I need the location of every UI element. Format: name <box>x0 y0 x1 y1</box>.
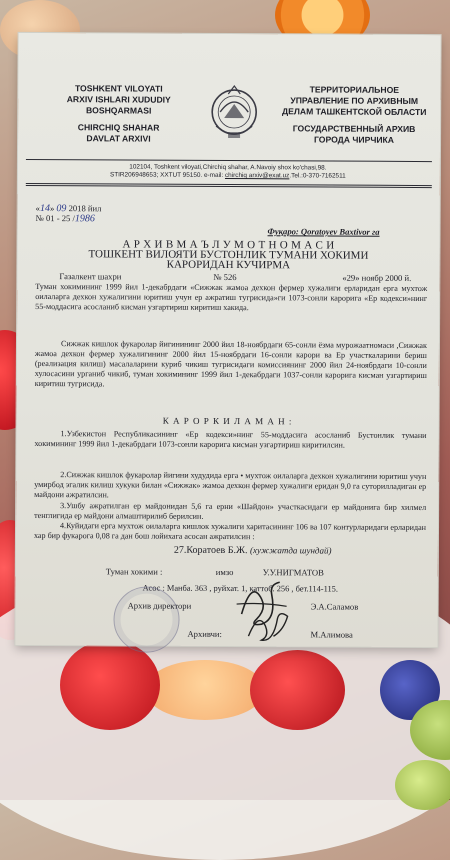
paragraph-item: 2.Сижжак кишлок фукаролар йигини худудида ерга • мухтож оилаларга дехкон хужалигини юритиш учун умирбод эгалик килиш хукуки билан «Сижжак» жамоа дехкон фермер хужалиги еридан 9,0 га суторилладиган ер майдони ажратилсин. <box>34 470 427 500</box>
header-right-line: УПРАВЛЕНИЕ ПО АРХИВНЫМ <box>290 95 419 106</box>
decree-date: «29» ноябр 2000 й. <box>342 272 412 283</box>
document-title: А Р Х И В М А Ъ Л У М О Т Н О М А С И <box>122 238 335 252</box>
header-divider <box>26 159 432 162</box>
document-date: «14» 09 2018 йил <box>35 202 102 215</box>
paragraph-subject: Туман хокимининг 1999 йил 1-декабрдаги «Сижжак жамоа дехкон фермер хужалиги ерларидан ерга мухтож оилаларга дехкон хужалигини юритиш учун ер ажратиш тугрисида»ги 1073-сонли карорига «Ер кодекси»нинг 55-моддасига асосланиб кисман узгартириш киритиш хакида. <box>35 281 428 312</box>
email-link[interactable]: chirchiq arxiv@exat.uz <box>224 171 290 180</box>
header-address <box>38 163 418 181</box>
beneficiary-entry: 27.Коратоев Б.Ж. (хужжатда шундай) <box>173 544 332 557</box>
header-right-block <box>274 84 434 146</box>
header-left-line: DAVLAT ARXIVI <box>86 133 151 144</box>
contacts-line: STIR206948653; XXTUT 95150. e-mail: chirchiq arxiv@exat.uz.Tel.:0-370-7162511 <box>109 171 346 180</box>
header-left-block <box>36 83 201 145</box>
header-right-line: ТЕРРИТОРИАЛЬНОЕ <box>309 84 400 95</box>
archive-source: Асос : Манба. 363 , руйхат. 1, каттоб. 256 , бет.114-115. <box>142 583 338 594</box>
archivist-label: Архивчи: <box>187 628 222 639</box>
paragraph-item: 1.Узбекистон Республикасининг «Ер кодекси»нинг 55-моддасига асосланиб Бустонлик тумани хокимининг 1999 йил 1-декабрдаги 1073-сонли карорига кисман узгартириш киритилсин. <box>34 429 427 450</box>
date-month-handwritten: 09 <box>56 203 67 215</box>
background-grape <box>395 760 450 810</box>
archivist-name: М.Алимова <box>310 629 353 640</box>
decree-place: Газалкент шахри <box>59 271 122 282</box>
background-peach <box>145 660 265 720</box>
decree-heading: К А Р О Р К И Л А М А Н : <box>162 415 293 427</box>
header-right-line: ГОРОДА ЧИРЧИКА <box>314 134 395 145</box>
background-strawberry <box>250 650 345 730</box>
background-strawberry <box>60 640 160 730</box>
paragraph-preamble: Сижжак кишлок фукаролар йигинининг 2000 йил 18-ноябрдаги 65-сонли ёзма мурожаатномаси ,Сижжак жамоа дехкон фермер хужалигининг 2000 йил 15-ноябрдаги 16-сонли карори ва Ер участкаларини бериш (реализация килиш) масалаларини куриб чикиш тугрисидаги комиссиянинг 2000 йил 24-ноябрдаги 10-сонли хулосасини урганиб чикиб, туман хокимининг 1999 йил 1-декабрдаги 1037-сонли карорига кисман узгартириш киритиш тугрисида. <box>34 339 427 388</box>
header-left-line: BOSHQARMASI <box>85 105 152 116</box>
decree-number: № 526 <box>213 271 237 283</box>
header-right-line: ДЕЛАМ ТАШКЕНТСКОЙ ОБЛАСТИ <box>281 106 427 118</box>
date-day-handwritten: 14 <box>39 203 51 215</box>
registration-number: № 01 - 25 /1986 <box>35 212 95 225</box>
header-left-line: TOSHKENT VILOYATI <box>74 83 163 94</box>
head-name: У.У.НИГМАТОВ <box>262 567 324 578</box>
archive-document <box>15 33 440 647</box>
recipient: Фуқаро: Qoratoyev Baxtivor га <box>267 226 380 237</box>
address-line: 102104, Toshkent viloyati,Chirchiq shahar, A.Navoiy shox ko'chasi,98. <box>129 163 327 172</box>
document-subtitle: КАРОРИДАН КУЧИРМА <box>166 258 291 272</box>
round-seal-stamp <box>113 586 179 652</box>
state-emblem-icon <box>208 82 260 148</box>
paragraph-item: 4.Куйидаги ерга мухтож оилаларга кишлок хужалиги харитасининг 106 ва 107 контурларидаги ерларидан хар бир фукарога 0,08 га дан бош лойихага асосан ажратилсин : <box>33 521 427 542</box>
header-left-line: CHIRCHIQ SHAHAR <box>77 122 160 133</box>
paragraph-item: 3.Ушбу ажратилган ер майдонидан 5,6 га ерни «Шайдон» участкасидаги ер майдонига бир хилмел тенглигида ер майдони алмаштирилиб берилсин. <box>34 501 427 521</box>
director-name: Э.А.Саламов <box>310 601 359 612</box>
header-right-line: ГОСУДАРСТВЕННЫЙ АРХИВ <box>292 123 416 134</box>
reg-number-handwritten: 1986 <box>74 213 95 225</box>
archivist-signature <box>243 606 293 646</box>
header-left-line: ARXIV ISHLARI XUDUDIY <box>66 94 171 105</box>
head-signed: имзо <box>215 566 234 578</box>
director-label: Архив директори <box>127 600 192 611</box>
document-subtitle: ТОШКЕНТ ВИЛОЯТИ БУСТОНЛИК ТУМАНИ ХОКИМИ <box>88 248 369 262</box>
head-label: Туман хокими : <box>105 566 163 577</box>
